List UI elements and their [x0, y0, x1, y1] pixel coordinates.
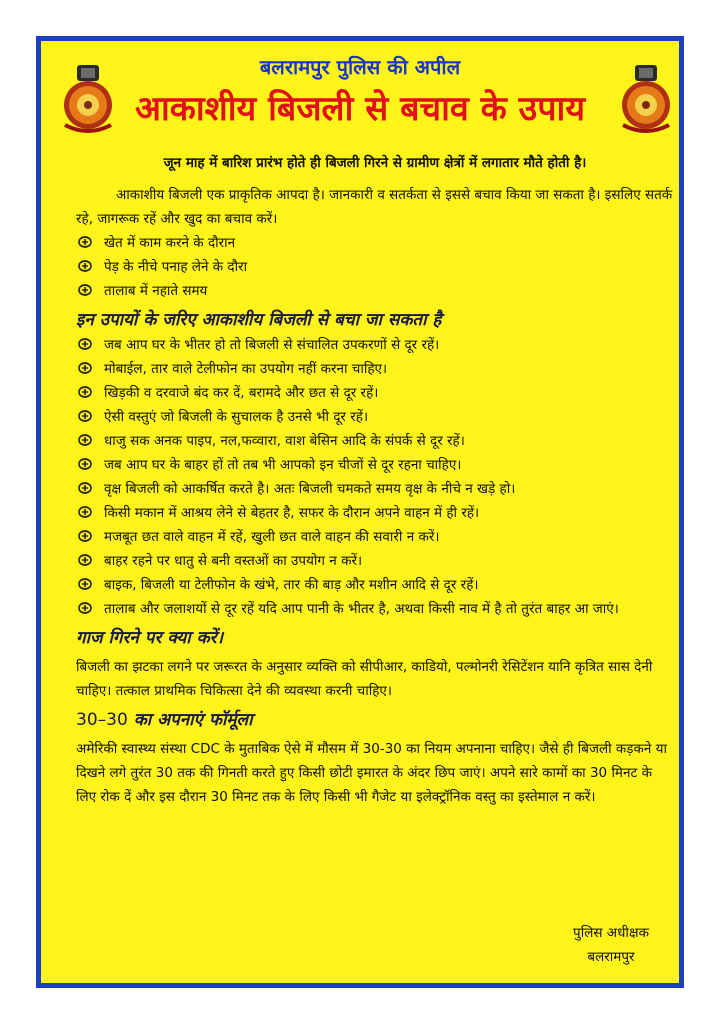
list-item: बाहर रहने पर धातु से बनी वस्तओं का उपयोग न करें। [76, 549, 674, 573]
list-item: धाजु सक अनक पाइप, नल,फव्वारा, वाश बेसिन आदि के संपर्क से दूर रहें। [76, 429, 674, 453]
knot-bullet-icon [78, 481, 92, 495]
section-lightning-strike-text: बिजली का झटका लगने पर जरूरत के अनुसार व्यक्ति को सीपीआर, काडियो, पल्मोनरी रेसिटेंशन यानि कृत्रित सास देनी चाहिए। तत्काल प्राथमिक चिकित्सा देने की व्यवस्था करनी चाहिए। [76, 659, 653, 699]
signature-place: बलरामपुर [587, 949, 635, 965]
knot-bullet-icon [78, 601, 92, 615]
knot-bullet-icon [78, 385, 92, 399]
situations-list [76, 231, 674, 303]
section-30-30-number: 30–30 [76, 710, 128, 730]
poster-subtitle: बलरामपुर पुलिस की अपील [259, 55, 461, 79]
poster-title: आकाशीय बिजली से बचाव के उपाय [134, 89, 586, 129]
knot-bullet-icon [78, 433, 92, 447]
knot-bullet-icon [78, 409, 92, 423]
knot-bullet-icon [78, 235, 92, 249]
list-item: ऐसी वस्तुएं जो बिजली के सुचालक है उनसे भी दूर रहें। [76, 405, 674, 429]
section-30-30-text: अमेरिकी स्वास्थ्य संस्था CDC के मुताबिक ऐसे में मौसम में 30-30 का नियम अपनाना चाहिए। जैसे ही बिजली कड़कने या दिखने लगे तुरंत 30 तक की गिनती करते हुए किसी छोटी इमारत के अंदर छिप जाएं। अपने सारे कामों का 30 मिनट के लिए रोक दें और इस दौरान 30 मिनट तक के लिए किसी भी गैजेट या इलेक्ट्रॉनिक वस्तु का इस्तेमाल न करें। [76, 741, 667, 805]
list-item: मजबूत छत वाले वाहन में रहें, खुली छत वाले वाहन की सवारी न करें। [76, 525, 674, 549]
section-lightning-strike-heading: गाज गिरने पर क्या करें। [76, 628, 224, 648]
measures-list [76, 333, 674, 621]
knot-bullet-icon [78, 577, 92, 591]
section-measures-heading: इन उपायों के जरिए आकाशीय बिजली से बचा जा सकता है [76, 310, 442, 330]
intro-text: जून माह में बारिश प्रारंभ होते ही बिजली गिरने से ग्रामीण क्षेत्रों में लगातार मौते होती है। [163, 155, 587, 171]
knot-bullet-icon [78, 553, 92, 567]
list-item: पेड़ के नीचे पनाह लेने के दौरा [76, 255, 674, 279]
section-30-30-title: का अपनाएं फॉर्मूला [133, 710, 253, 730]
knot-bullet-icon [78, 529, 92, 543]
list-item: तालाब में नहाते समय [76, 279, 674, 303]
signature-designation: पुलिस अधीक्षक [573, 925, 649, 941]
list-item: तालाब और जलाशयों से दूर रहें यदि आप पानी के भीतर है, अथवा किसी नाव में है तो तुरंत बाहर आ जाएं। [76, 597, 674, 621]
section-30-30-heading [76, 707, 674, 733]
knot-bullet-icon [78, 457, 92, 471]
knot-bullet-icon [78, 259, 92, 273]
paragraph-natural-disaster: आकाशीय बिजली एक प्राकृतिक आपदा है। जानकारी व सतर्कता से इससे बचाव किया जा सकता है। इसलिए सतर्क रहे, जागरूक रहें और खुद का बचाव करें। [76, 187, 673, 227]
knot-bullet-icon [78, 283, 92, 297]
list-item: मोबाईल, तार वाले टेलीफोन का उपयोग नहीं करना चाहिए। [76, 357, 674, 381]
signature-block [541, 921, 681, 969]
knot-bullet-icon [78, 337, 92, 351]
knot-bullet-icon [78, 505, 92, 519]
list-item: वृक्ष बिजली को आकर्षित करते है। अतः बिजली चमकते समय वृक्ष के नीचे न खड़े हो। [76, 477, 674, 501]
list-item: किसी मकान में आश्रय लेने से बेहतर है, सफर के दौरान अपने वाहन में ही रहें। [76, 501, 674, 525]
list-item: जब आप घर के भीतर हो तो बिजली से संचालित उपकरणों से दूर रहें। [76, 333, 674, 357]
poster-content [76, 151, 674, 809]
knot-bullet-icon [78, 361, 92, 375]
list-item: खेत में काम करने के दौरान [76, 231, 674, 255]
list-item: बाइक, बिजली या टेलीफोन के खंभे, तार की बाड़ और मशीन आदि से दूर रहें। [76, 573, 674, 597]
poster-frame [36, 36, 684, 988]
list-item: खिड़की व दरवाजे बंद कर दें, बरामदे और छत से दूर रहें। [76, 381, 674, 405]
list-item: जब आप घर के बाहर हों तो तब भी आपको इन चीजों से दूर रहना चाहिए। [76, 453, 674, 477]
